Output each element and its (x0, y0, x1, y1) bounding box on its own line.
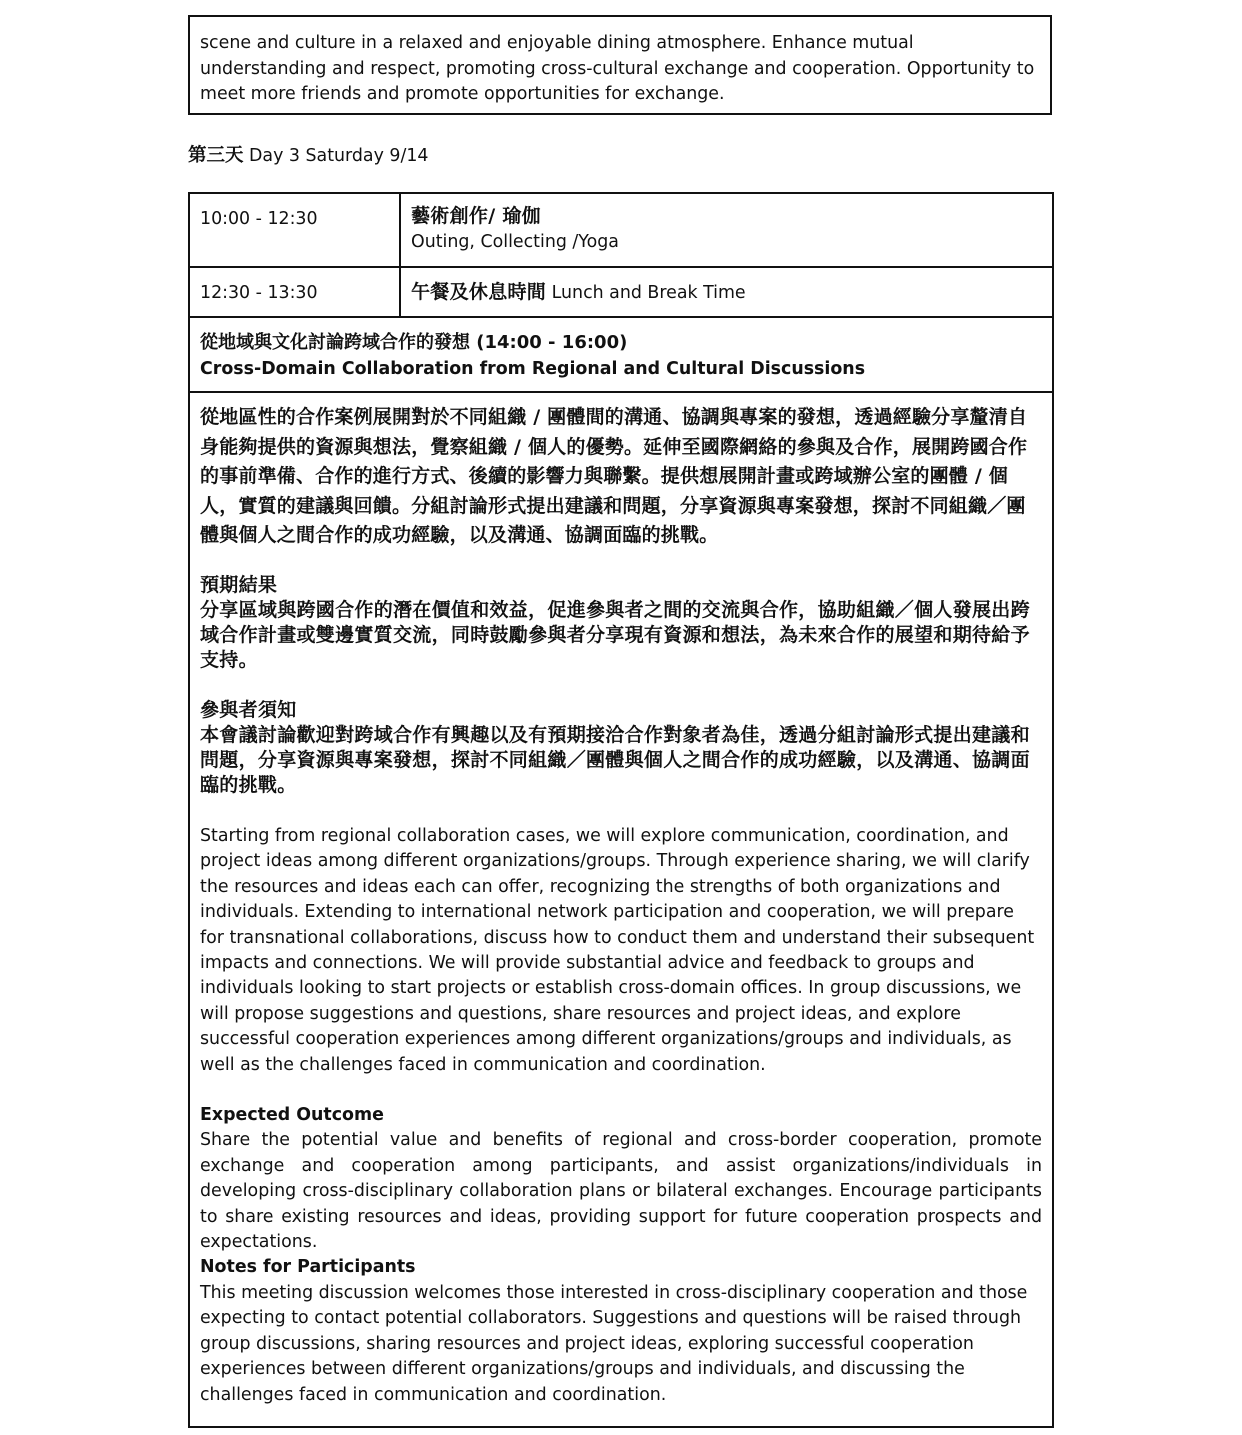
outcome-heading-zh: 預期結果 (200, 573, 278, 596)
session-heading-en: Cross-Domain Collaboration from Regional and Cultural Discussions (200, 359, 866, 379)
activity-title-zh: 藝術創作/ 瑜伽 (411, 205, 541, 227)
session-body-row (189, 392, 1053, 1427)
previous-session-cell (188, 15, 1052, 115)
session-heading-zh: 從地域與文化討論跨域合作的發想 (14:00 - 16:00) (200, 332, 628, 353)
session-heading-row (189, 317, 1053, 392)
schedule-row (189, 193, 1053, 267)
day-heading-zh: 第三天 (188, 145, 244, 166)
schedule-table (188, 192, 1054, 1428)
outcome-text-en: Share the potential value and benefits of regional and cross-border cooperation, promote exchange and cooperation among participants, and assist organizations/individuals in developing cross-disciplinary collaboration plans or bilateral exchanges. Encourage participants to share existing resources and ideas, providing support for future cooperation prospects and expectations. (200, 1130, 1042, 1253)
day-heading (188, 143, 428, 169)
session-intro-en: Starting from regional collaboration cases, we will explore communication, coordination, and project ideas among different organizations/groups. Through experience sharing, we will clarify the resources and ideas each can offer, recognizing the strengths of both organizations and individuals. Extending to international network participation and cooperation, we will prepare for transnational collaborations, discuss how to conduct them and understand their subsequent impacts and connections. We will provide substantial advice and feedback to groups and individuals looking to start projects or establish cross-domain offices. In group discussions, we will propose suggestions and questions, share resources and project ideas, and explore successful cooperation experiences among different organizations/groups and individuals, as well as the challenges faced in communication and coordination. (200, 825, 1035, 1075)
time-cell (189, 193, 400, 267)
activity-title-zh: 午餐及休息時間 (411, 281, 547, 303)
session-intro-zh: 從地區性的合作案例展開對於不同組織 / 團體間的溝通、協調與專案的發想，透過經驗分享釐清自身能夠提供的資源與想法，覺察組織 / 個人的優勢。延伸至國際網絡的參與及合作，展開跨國合作的事前準備、合作的進行方式、後續的影響力與聯繫。提供想展開計畫或跨域辦公室的團體 / 個人，實質的建議與回饋。分組討論形式提出建議和問題，分享資源與專案發想，探討不同組織／團體與個人之間合作的成功經驗，以及溝通、協調面臨的挑戰。 (200, 406, 1028, 547)
activity-title-en: Outing, Collecting /Yoga (411, 232, 619, 252)
notes-text-zh: 本會議討論歡迎對跨域合作有興趣以及有預期接洽合作對象者為佳，透過分組討論形式提出建議和問題，分享資源與專案發想，探討不同組織／團體與個人之間合作的成功經驗，以及溝通、協調面臨的挑戰。 (200, 723, 1030, 796)
activity-title-en: Lunch and Break Time (546, 283, 746, 303)
activity-cell (400, 267, 1053, 317)
outcome-heading-en: Expected Outcome (200, 1105, 384, 1126)
day-heading-en: Day 3 Saturday 9/14 (243, 146, 429, 166)
previous-session-text: scene and culture in a relaxed and enjoyable dining atmosphere. Enhance mutual understanding and respect, promoting cross-cultural exchange and cooperation. Opportunity to meet more friends and promote opportunities for exchange. (200, 33, 1035, 105)
time-label: 12:30 - 13:30 (200, 283, 318, 303)
schedule-row (189, 267, 1053, 317)
time-label: 10:00 - 12:30 (200, 209, 318, 229)
notes-text-en: This meeting discussion welcomes those interested in cross-disciplinary cooperation and those expecting to contact potential collaborators. Suggestions and questions will be raised through group discussions, sharing resources and project ideas, exploring successful cooperation experiences between different organizations/groups and individuals, and discussing the challenges faced in communication and coordination. (200, 1282, 1028, 1405)
session-body-cell (189, 392, 1053, 1427)
outcome-text-zh: 分享區域與跨國合作的潛在價值和效益，促進參與者之間的交流與合作，協助組織／個人發展出跨域合作計畫或雙邊實質交流，同時鼓勵參與者分享現有資源和想法，為未來合作的展望和期待給予支持。 (200, 598, 1030, 671)
notes-heading-en: Notes for Participants (200, 1257, 416, 1278)
session-heading-cell (189, 317, 1053, 392)
notes-heading-zh: 參與者須知 (200, 698, 297, 721)
time-cell (189, 267, 400, 317)
activity-cell (400, 193, 1053, 267)
